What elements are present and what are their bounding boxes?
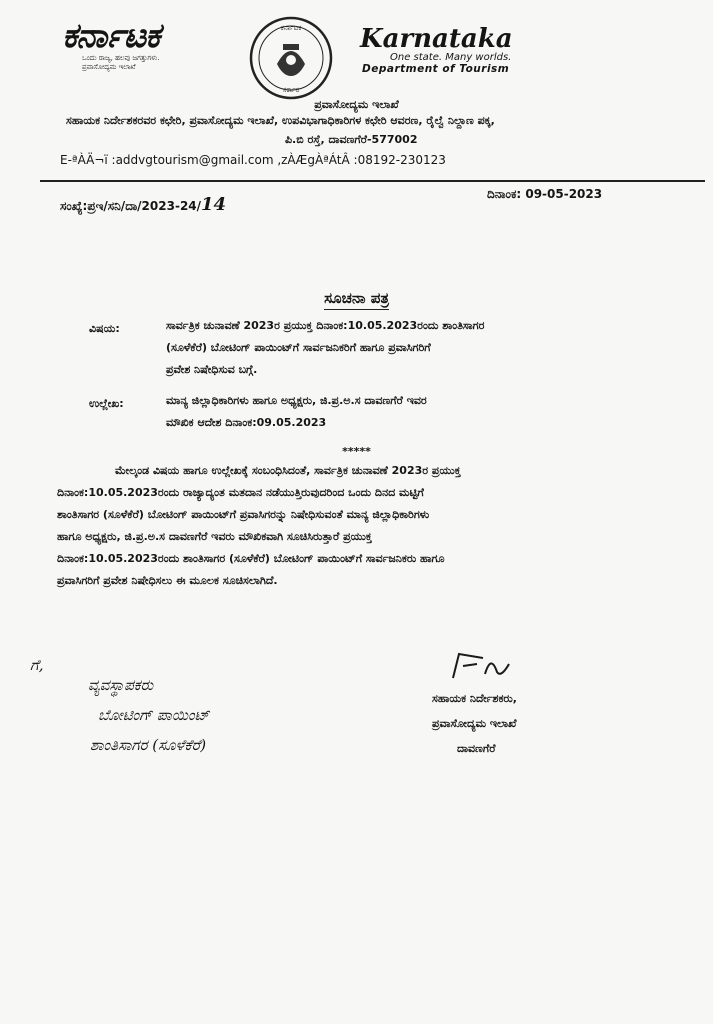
subject-text: [166, 315, 626, 381]
logo-kannada-tagline: ಒಂದು ರಾಜ್ಯ, ಹಲವು ಜಗತ್ತುಗಳು.: [82, 54, 160, 62]
body-line: ದಿನಾಂಕ:10.05.2023ರಂದು ರಾಜ್ಯಾದ್ಯಂತ ಮತದಾನ ನಡೆಯುತ್ತಿರುವುದರಿಂದ ಒಂದು ದಿನದ ಮಟ್ಟಿಗೆ: [57, 486, 424, 499]
subject-line: ಪ್ರವೇಶ ನಿಷೇಧಿಸುವ ಬಗ್ಗೆ.: [166, 363, 258, 376]
body-line: ಶಾಂತಿಸಾಗರ (ಸೂಳೆಕೆರೆ) ಬೋಟಿಂಗ್ ಪಾಯಿಂಟ್‌ಗೆ ಪ್ರವಾಸಿಗರನ್ನು ನಿಷೇಧಿಸುವಂತೆ ಮಾನ್ಯ ಜಿಲ್ಲಾಧಿಕಾರಿಗಳು: [57, 508, 430, 521]
reference-number-handwritten: 14: [201, 194, 227, 215]
header-divider: [40, 180, 705, 182]
karnataka-tourism-logo-english: [360, 26, 530, 75]
handwritten-recipient: [88, 670, 209, 760]
subject-line: (ಸೂಳೆಕೆರೆ) ಬೋಟಿಂಗ್ ಪಾಯಿಂಟ್‌ಗೆ ಸಾರ್ವಜನಿಕರಿಗೆ ಹಾಗೂ ಪ್ರವಾಸಿಗರಿಗೆ: [166, 341, 431, 354]
office-address-line2: ಪಿ.ಬಿ ರಸ್ತೆ, ದಾವಣಗೆರೆ-577002: [285, 133, 418, 146]
signature-mark: [447, 648, 519, 684]
reference-text: [166, 390, 626, 434]
logo-english-department: Department of Tourism: [362, 63, 510, 75]
government-emblem-icon: [247, 14, 335, 102]
emblem-top-text: ಕರ್ನಾಟಕ: [280, 24, 302, 32]
logo-english-wordmark: Karnataka: [360, 24, 513, 54]
handwritten-line: ಬೋಟಿಂಗ್ ಪಾಯಿಂಟ್: [98, 706, 210, 724]
reference-line: ಮೌಖಿಕ ಆದೇಶ ದಿನಾಂಕ:09.05.2023: [166, 416, 327, 429]
letter-date: ದಿನಾಂಕ: 09-05-2023: [487, 187, 603, 201]
office-contact-line: E-ªÀÄ¬ï :addvgtourism@gmail.com ,zÀÆgÀªÁtÂ :08192-230123: [60, 153, 446, 167]
reference-number: [60, 194, 226, 215]
subject-line: ಸಾರ್ವತ್ರಿಕ ಚುನಾವಣೆ 2023ರ ಪ್ರಯುಕ್ತ ದಿನಾಂಕ:10.05.2023ರಂದು ಶಾಂತಿಸಾಗರ: [166, 319, 485, 332]
logo-kannada-wordmark: ಕರ್ನಾಟಕ: [62, 16, 160, 56]
handwritten-line: ವ್ಯವಸ್ಥಾಪಕರು: [88, 676, 154, 694]
subject-label: ವಿಷಯ:: [89, 322, 120, 335]
signatory-location: ದಾವಣಗೆರೆ: [457, 742, 496, 755]
logo-english-tagline: One state. Many worlds.: [390, 52, 512, 63]
body-line: ಪ್ರವಾಸಿಗರಿಗೆ ಪ್ರವೇಶ ನಿಷೇಧಿಸಲು ಈ ಮೂಲಕ ಸೂಚಿಸಲಾಗಿದೆ.: [57, 574, 278, 587]
logo-kannada-subtag: ಪ್ರವಾಸೋದ್ಯಮ ಇಲಾಖೆ: [82, 63, 136, 71]
department-name: ಪ್ರವಾಸೋದ್ಯಮ ಇಲಾಖೆ: [314, 98, 399, 111]
signatory-department: ಪ್ರವಾಸೋದ್ಯಮ ಇಲಾಖೆ: [432, 717, 517, 730]
signatory-block: [432, 686, 517, 761]
office-address-line1: ಸಹಾಯಕ ನಿರ್ದೇಶಕರವರ ಕಛೇರಿ, ಪ್ರವಾಸೋದ್ಯಮ ಇಲಾಖೆ, ಉಪವಿಭಾಗಾಧಿಕಾರಿಗಳ ಕಛೇರಿ ಆವರಣ, ರೈಲ್ವೆ ನಿಲ್ದಾಣ ಪಕ್ಕ,: [66, 114, 495, 127]
notice-title-text: ಸೂಚನಾ ಪತ್ರ: [324, 289, 389, 310]
reference-number-printed: ಸಂಖ್ಯೆ:ಪ್ರಇ/ಸನಿ/ದಾ/2023-24/: [60, 199, 202, 213]
notice-body: [57, 460, 629, 592]
reference-label: ಉಲ್ಲೇಖ:: [89, 397, 124, 410]
section-separator: *****: [342, 445, 371, 458]
body-line: ಮೇಲ್ಕಂಡ ವಿಷಯ ಹಾಗೂ ಉಲ್ಲೇಖಕ್ಕೆ ಸಂಬಂಧಿಸಿದಂತೆ, ಸಾರ್ವತ್ರಿಕ ಚುನಾವಣೆ 2023ರ ಪ್ರಯುಕ್ತ: [115, 464, 461, 477]
body-line: ದಿನಾಂಕ:10.05.2023ರಂದು ಶಾಂತಿಸಾಗರ (ಸೂಳೆಕೆರೆ) ಬೋಟಿಂಗ್ ಪಾಯಿಂಟ್‌ಗೆ ಸಾರ್ವಜನಿಕರು ಹಾಗೂ: [57, 552, 445, 565]
signatory-designation: ಸಹಾಯಕ ನಿರ್ದೇಶಕರು,: [432, 692, 517, 705]
reference-line: ಮಾನ್ಯ ಜಿಲ್ಲಾಧಿಕಾರಿಗಳು ಹಾಗೂ ಅಧ್ಯಕ್ಷರು, ಜಿ.ಪ್ರ.ಅ.ಸ ದಾವಣಗೆರೆ ಇವರ: [166, 394, 427, 407]
karnataka-tourism-logo-kannada: [62, 18, 242, 70]
handwritten-note-prefix: ಗೆ,: [30, 656, 44, 674]
notice-title: [0, 289, 713, 307]
handwritten-line: ಶಾಂತಿಸಾಗರ (ಸೂಳೆಕೆರೆ): [90, 736, 207, 754]
emblem-bottom-text: ಸರ್ಕಾರ: [282, 86, 300, 94]
body-line: ಹಾಗೂ ಅಧ್ಯಕ್ಷರು, ಜಿ.ಪ್ರ.ಅ.ಸ ದಾವಣಗೆರೆ ಇವರು ಮೌಖಿಕವಾಗಿ ಸೂಚಿಸಿರುತ್ತಾರೆ ಪ್ರಯುಕ್ತ: [57, 530, 372, 543]
